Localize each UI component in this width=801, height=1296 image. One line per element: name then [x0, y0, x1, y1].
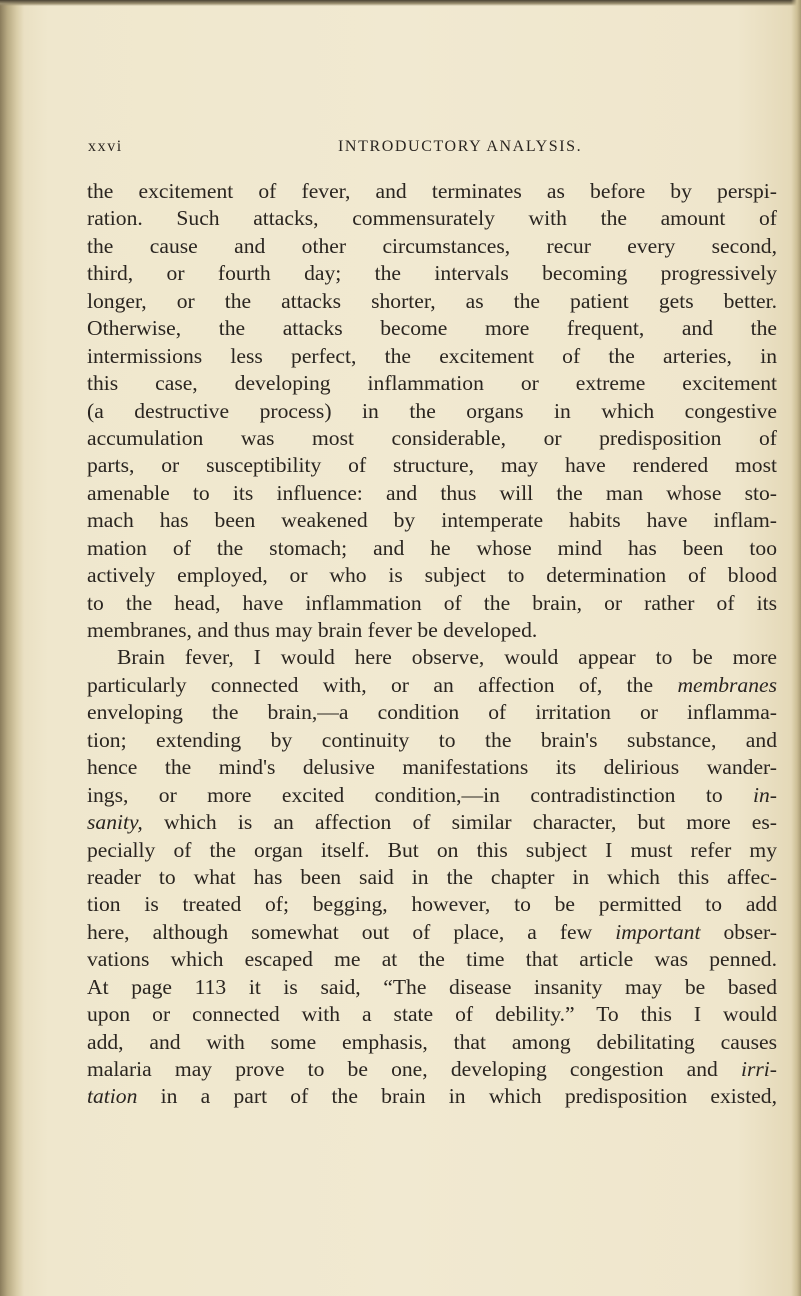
text-segment: parts, or susceptibility of structure, may have rendered most	[87, 453, 777, 478]
text-segment: reader to what has been said in the chapter in which this affec-	[87, 864, 777, 889]
text-line	[87, 260, 777, 287]
page-number: xxvi	[88, 138, 123, 155]
text-line	[87, 782, 777, 809]
text-line	[87, 1083, 777, 1110]
text-segment: to the head, have inflammation of the brain, or rather of its	[87, 590, 777, 615]
text-segment: here, although somewhat out of place, a few	[87, 919, 616, 944]
text-segment: particularly connected with, or an affection of, the	[87, 672, 678, 697]
text-line	[87, 946, 777, 973]
text-segment: longer, or the attacks shorter, as the patient gets better.	[87, 288, 777, 313]
text-segment: mach has been weakened by intemperate habits have inflam-	[87, 508, 777, 533]
italic-text: irri-	[741, 1057, 777, 1081]
text-line	[87, 1056, 777, 1083]
running-head: INTRODUCTORY ANALYSIS.	[338, 138, 583, 155]
text-segment: intermissions less perfect, the excitement of the arteries, in	[87, 343, 777, 368]
text-segment: vations which escaped me at the time that article was penned.	[87, 947, 777, 972]
text-segment: ration. Such attacks, commensurately with the amount of	[87, 206, 777, 231]
text-line	[87, 837, 777, 864]
spine-shadow	[0, 0, 24, 1296]
text-line	[87, 644, 777, 671]
text-line	[87, 754, 777, 781]
text-segment: (a destructive process) in the organs in which congestive	[87, 398, 777, 423]
text-line	[87, 480, 777, 507]
text-segment: tion; extending by continuity to the brain's substance, and	[87, 727, 777, 752]
text-line	[87, 617, 777, 644]
text-segment: membranes, and thus may brain fever be developed.	[87, 618, 538, 642]
text-line	[87, 535, 777, 562]
text-line	[87, 562, 777, 589]
text-segment: obser-	[700, 919, 777, 944]
text-line	[87, 727, 777, 754]
italic-text: in-	[753, 782, 777, 807]
text-segment: which is an affection of similar character, but more es-	[142, 810, 777, 835]
text-line	[87, 1001, 777, 1028]
text-line	[87, 233, 777, 260]
text-segment: enveloping the brain,—a condition of irritation or inflamma-	[87, 700, 777, 725]
text-segment: Otherwise, the attacks become more frequent, and the	[87, 316, 777, 341]
text-line	[87, 974, 777, 1001]
text-line	[87, 398, 777, 425]
text-segment: the excitement of fever, and terminates as before by perspi-	[87, 179, 777, 203]
text-segment: mation of the stomach; and he whose mind has been too	[87, 535, 777, 560]
text-segment: upon or connected with a state of debility.” To this I would	[87, 1002, 777, 1027]
text-line	[87, 699, 777, 726]
text-segment: the cause and other circumstances, recur every second,	[87, 233, 777, 258]
text-line	[87, 590, 777, 617]
italic-text: membranes	[677, 672, 777, 697]
text-line	[87, 809, 777, 836]
text-segment: accumulation was most considerable, or predisposition of	[87, 425, 777, 450]
text-line	[87, 507, 777, 534]
right-page-edge	[791, 0, 801, 1296]
page-header	[88, 138, 768, 162]
text-line	[87, 425, 777, 452]
text-segment: hence the mind's delusive manifestations its delirious wander-	[87, 755, 777, 780]
text-line	[87, 370, 777, 397]
text-line	[87, 288, 777, 315]
text-line	[87, 205, 777, 232]
text-segment: amenable to its influence: and thus will the man whose sto-	[87, 480, 777, 505]
text-line	[87, 178, 777, 205]
text-line	[87, 672, 777, 699]
text-line	[87, 315, 777, 342]
text-segment: third, or fourth day; the intervals becoming progressively	[87, 261, 777, 286]
text-segment: in a part of the brain in which predisposition existed,	[137, 1084, 777, 1109]
text-line	[87, 1029, 777, 1056]
text-line	[87, 343, 777, 370]
text-segment: ings, or more excited condition,—in contradistinction to	[87, 782, 753, 807]
text-segment: add, and with some emphasis, that among debilitating causes	[87, 1029, 777, 1054]
text-line	[87, 452, 777, 479]
italic-text: sanity,	[87, 810, 143, 835]
text-line	[87, 891, 777, 918]
text-segment: pecially of the organ itself. But on this subject I must refer my	[87, 837, 777, 862]
text-segment: Brain fever, I would here observe, would appear to be more	[117, 645, 777, 670]
text-segment: actively employed, or who is subject to determination of blood	[87, 563, 777, 588]
text-segment: this case, developing inflammation or extreme excitement	[87, 371, 777, 396]
text-line	[87, 864, 777, 891]
text-segment: At page 113 it is said, “The disease insanity may be based	[87, 974, 777, 999]
italic-text: important	[615, 919, 701, 944]
text-segment: tion is treated of; begging, however, to be permitted to add	[87, 892, 777, 917]
italic-text: tation	[87, 1084, 138, 1109]
text-segment: malaria may prove to be one, developing congestion and	[87, 1057, 741, 1081]
body-text	[87, 178, 777, 1111]
top-page-edge	[0, 0, 801, 6]
text-line	[87, 919, 777, 946]
